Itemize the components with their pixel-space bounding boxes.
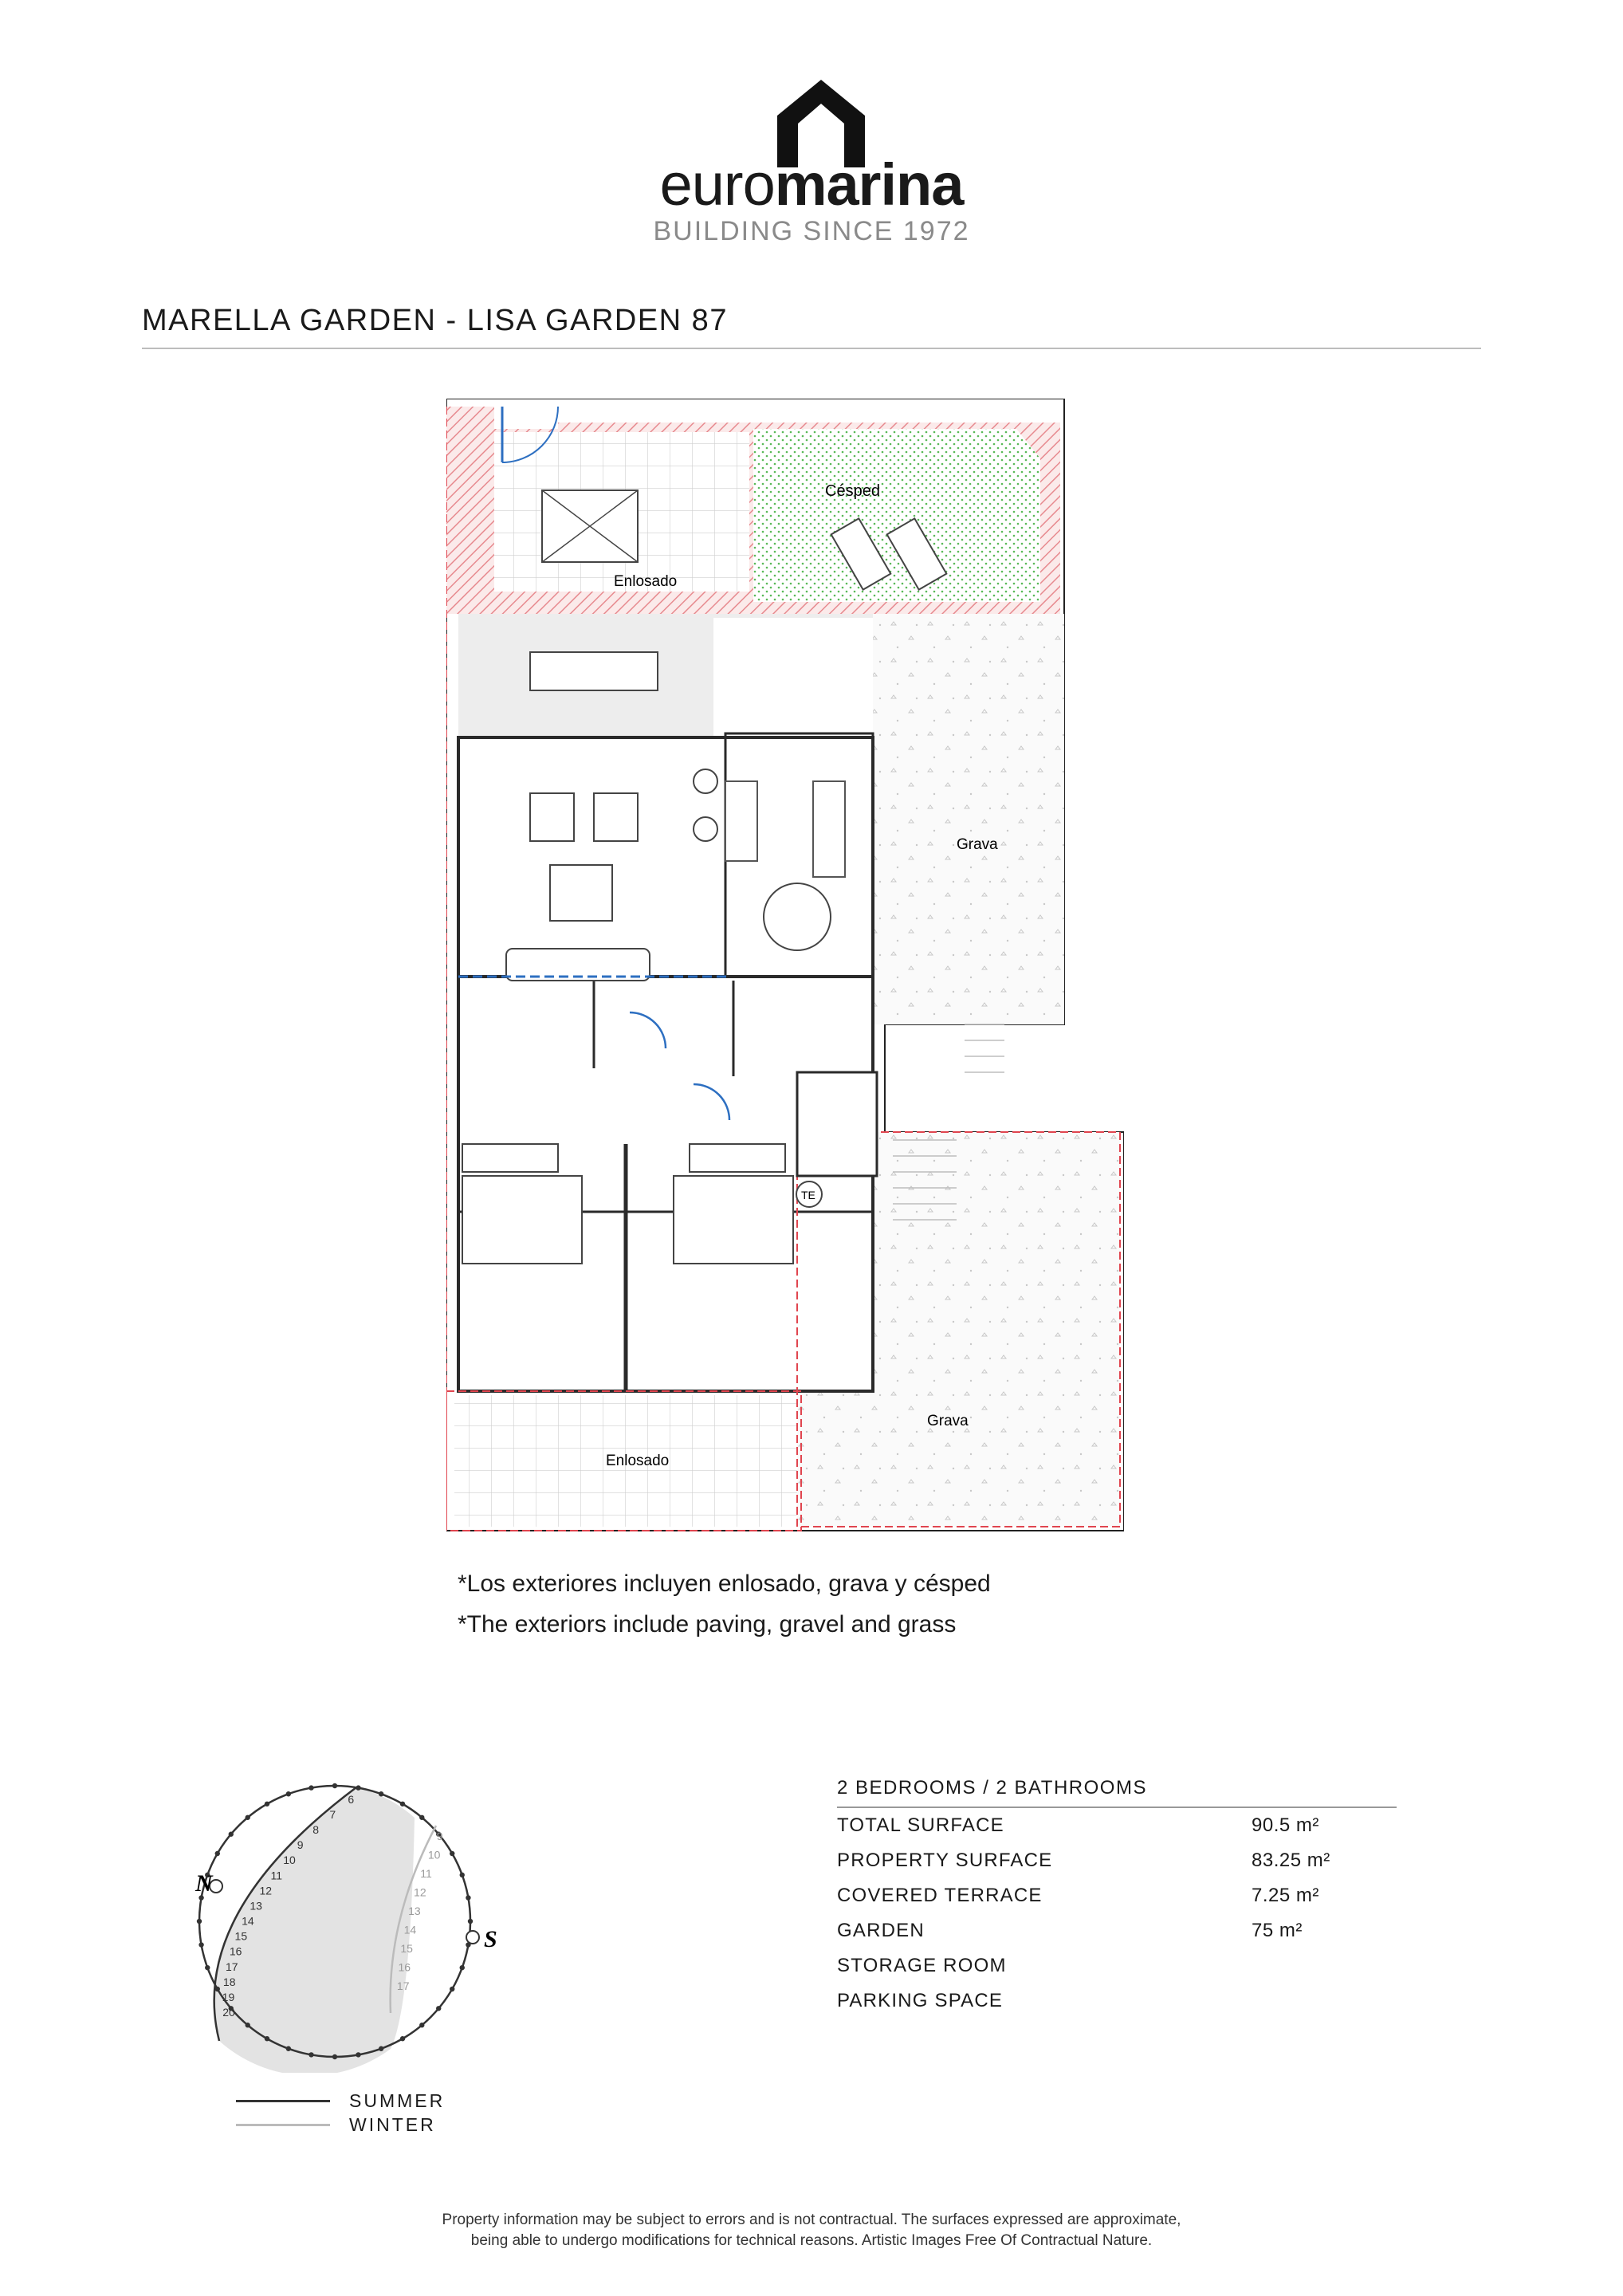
compass-tick [286,2046,291,2051]
brand-tagline: BUILDING SINCE 1972 [653,216,970,246]
summer-hour-label: 17 [225,1960,238,1973]
info-row [837,1843,1397,1878]
info-row-value: 83.25 m² [1252,1850,1330,1871]
exteriors-note-es: *Los exteriores incluyen enlosado, grava y césped [458,1571,991,1597]
winter-hour-label: 11 [420,1866,432,1880]
compass-tick [419,2023,424,2027]
winter-hour-label: 17 [396,1979,410,1992]
info-row [837,1808,1397,1843]
property-info-table [837,1775,1397,2019]
compass-tick [229,1832,234,1837]
disclaimer-line-2: being able to undergo modifications for technical reasons. Artistic Images Free Of Contractual Nature. [470,2232,1153,2249]
compass-tick [215,1851,220,1856]
info-row-label: STORAGE ROOM [837,1955,1007,1976]
compass-tick [198,1942,203,1947]
compass-tick [246,2023,250,2027]
compass-tick [308,2052,313,2057]
compass-tick [356,2052,360,2057]
legend-winter-label: WINTER [349,2114,436,2135]
summer-hour-label: 14 [242,1914,254,1928]
winter-line-swatch [236,2124,330,2126]
compass-tick [450,1851,454,1856]
compass-tick [460,1873,465,1877]
legend-summer [236,2089,475,2113]
winter-hour-label: 16 [398,1960,411,1974]
compass-tick [265,1802,269,1807]
compass-tick [419,1815,424,1820]
summer-hour-label: 10 [283,1854,296,1867]
compass-tick [286,1791,291,1796]
label-enlosado-bottom: Enlosado [606,1453,670,1469]
label-grava-right: Grava [957,836,998,853]
compass-tick [460,1965,465,1970]
winter-hour-label: 15 [400,1941,413,1955]
north-label: N [195,1870,213,1897]
compass-tick [265,2036,269,2041]
compass-tick [450,1987,454,1991]
label-enlosado-top: Enlosado [614,573,678,590]
winter-hour-label: 14 [403,1923,417,1936]
info-row-label: PROPERTY SURFACE [837,1850,1053,1871]
legend-winter [236,2113,475,2137]
info-row-label: PARKING SPACE [837,1990,1004,2011]
info-row-value: 7.25 m² [1252,1885,1319,1906]
summer-hour-label: 16 [229,1944,242,1958]
property-info-heading: 2 BEDROOMS / 2 BATHROOMS [837,1777,1147,1799]
winter-hour-label: 13 [408,1904,421,1917]
compass-tick [379,1791,383,1796]
compass-tick [466,1895,470,1900]
summer-hour-label: 9 [297,1838,304,1852]
south-label: S [484,1926,497,1952]
compass-tick [379,2046,383,2051]
info-row-label: COVERED TERRACE [837,1885,1043,1906]
summer-hour-label: 6 [348,1792,355,1806]
sun-path-legend [236,2089,475,2145]
compass-tick [332,2054,337,2059]
info-row-label: GARDEN [837,1920,925,1941]
winter-hour-label: 9 [436,1830,443,1843]
compass-tick [468,1919,473,1924]
south-marker-icon [466,1931,479,1944]
floor-plan-drawing [446,399,1124,1563]
label-storage-tag: TE [801,1189,815,1201]
summer-line-swatch [236,2100,330,2102]
compass-tick [400,1802,405,1807]
summer-hour-label: 11 [270,1869,283,1882]
compass-tick [400,2036,405,2041]
summer-hour-label: 19 [222,1990,235,2003]
info-row [837,1983,1397,2019]
winter-hour-label: 10 [427,1848,441,1862]
summer-hour-label: 13 [250,1899,262,1913]
label-cesped: Césped [825,482,880,500]
info-row-label: TOTAL SURFACE [837,1814,1004,1836]
summer-hour-label: 8 [312,1823,319,1837]
summer-hour-label: 12 [259,1884,273,1897]
brand-word-bold: marina [774,151,964,218]
info-row-value: 90.5 m² [1252,1814,1319,1836]
legal-disclaimer [0,2210,1623,2251]
info-row [837,1948,1397,1983]
info-row [837,1913,1397,1948]
compass-tick [246,1815,250,1820]
disclaimer-line-1: Property information may be subject to errors and is not contractual. The surfaces expressed are approximate, [442,2211,1181,2228]
compass-tick [436,2006,441,2011]
title-divider [142,348,1481,349]
brand-wordmark [0,153,1623,217]
exteriors-note-en: *The exteriors include paving, gravel and grass [458,1611,957,1637]
compass-tick [205,1965,210,1970]
info-row-value: 75 m² [1252,1920,1303,1941]
sun-path-diagram [171,1770,522,2073]
floor-plan [446,399,1124,1563]
page-title: MARELLA GARDEN - LISA GARDEN 87 [142,304,728,337]
winter-hour-label: 12 [414,1885,426,1899]
compass-tick [332,1783,337,1788]
summer-hour-label: 7 [329,1807,336,1821]
compass-tick [197,1919,202,1924]
summer-hour-label: 20 [222,2006,235,2019]
info-row [837,1878,1397,1913]
summer-hour-label: 18 [222,1975,236,1988]
sun-path-compass [171,1770,522,2073]
summer-hour-label: 15 [234,1929,248,1943]
label-grava-bottom: Grava [927,1413,969,1429]
brand-word-light: euro [659,151,775,218]
compass-tick [308,1785,313,1790]
legend-summer-label: SUMMER [349,2090,446,2111]
